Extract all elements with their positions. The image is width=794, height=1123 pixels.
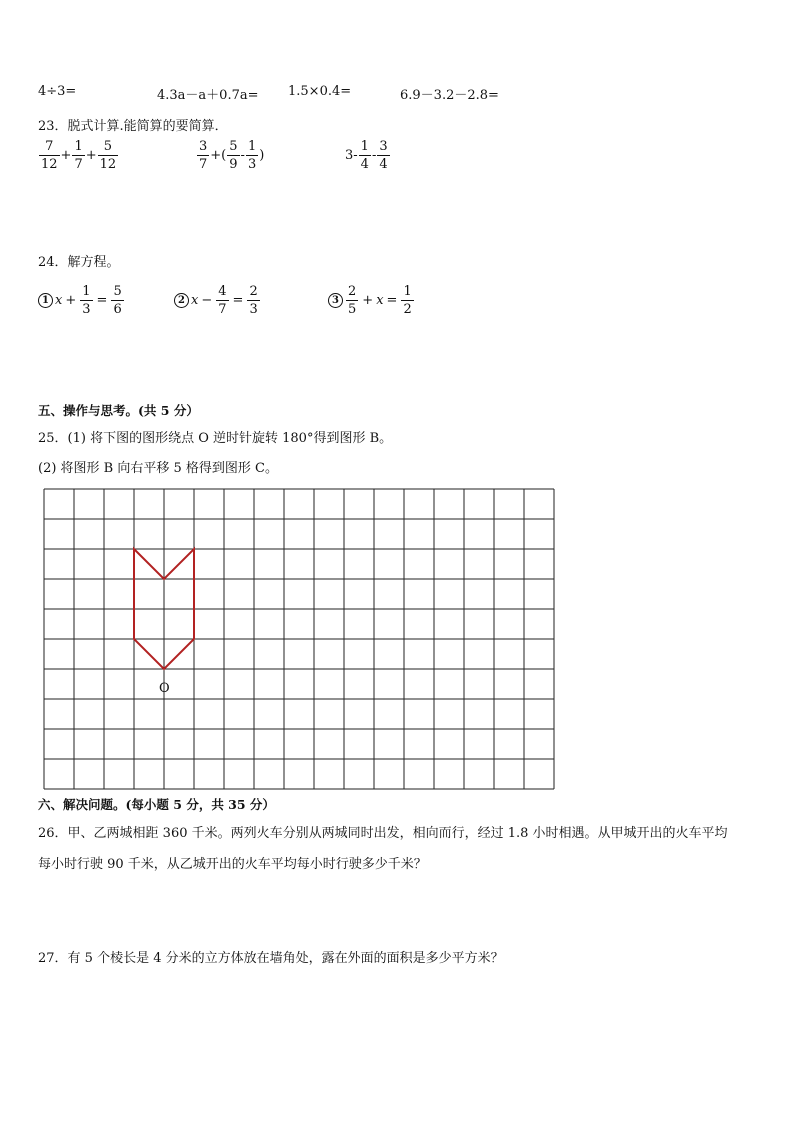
- section-5-heading: 五、操作与思考。(共 5 分）: [38, 403, 199, 418]
- fraction: $\frac{7}{12}$: [41, 139, 58, 172]
- fraction: $\frac{3}{4}$: [379, 139, 388, 172]
- fraction: $\frac{2}{5}$: [348, 284, 357, 317]
- circled-number: 1: [38, 293, 53, 308]
- section-6-heading: 六、解决问题。(每小题 5 分，共 35 分）: [38, 797, 275, 812]
- fraction: $\frac{1}{4}$: [360, 139, 369, 172]
- fraction: $\frac{5}{12}$: [99, 139, 117, 172]
- calc-item-3: 1.5×0.4=: [288, 84, 352, 99]
- q24-title: 24．解方程。: [38, 255, 120, 270]
- q23-expr-1: $\frac{7}{12}$ + $\frac{1}{7}$ + $\frac{5}{12}$: [41, 139, 117, 172]
- fraction: $\frac{1}{7}$: [74, 139, 83, 172]
- q25-line-2: (2) 将图形 B 向右平移 5 格得到图形 C。: [38, 461, 278, 476]
- calc-item-2: 4.3a－a＋0.7a=: [157, 88, 259, 103]
- circled-number: 3: [328, 293, 343, 308]
- q24-eq-3: 3 $\frac{2}{5}$ + x = $\frac{1}{2}$: [328, 285, 415, 316]
- point-o-label: O: [159, 681, 170, 696]
- grid-figure: [40, 485, 562, 793]
- fraction: $\frac{1}{3}$: [247, 139, 257, 172]
- calc-item-4: 6.9－3.2－2.8=: [400, 88, 499, 103]
- q23-expr-2: $\frac{3}{7}$ +( $\frac{5}{9}$ - $\frac{1}{3}$ ): [199, 139, 265, 172]
- calc-item-1: 4÷3=: [38, 84, 77, 99]
- fraction: $\frac{1}{3}$: [82, 284, 91, 317]
- fraction: $\frac{5}{9}$: [229, 139, 238, 172]
- fraction: $\frac{3}{7}$: [199, 139, 208, 172]
- q24-eq-2: 2 x − $\frac{4}{7}$ = $\frac{2}{3}$: [174, 285, 261, 316]
- q25-line-1: 25．(1) 将下图的图形绕点 O 逆时针旋转 180°得到图形 B。: [38, 431, 393, 446]
- q23-expr-3: 3- $\frac{1}{4}$ - $\frac{3}{4}$: [345, 139, 388, 172]
- q24-eq-1: 1 x + $\frac{1}{3}$ = $\frac{5}{6}$: [38, 285, 125, 316]
- grid-lines: [44, 489, 554, 789]
- q26-line-1: 26．甲、乙两城相距 360 千米。两列火车分别从两城同时出发，相向而行，经过 1.8 小时相遇。从甲城开出的火车平均: [38, 826, 728, 841]
- q26-line-2: 每小时行驶 90 千米，从乙城开出的火车平均每小时行驶多少千米？: [38, 857, 427, 872]
- fraction: $\frac{5}{6}$: [113, 284, 122, 317]
- fraction: $\frac{2}{3}$: [249, 284, 258, 317]
- q23-title: 23．脱式计算.能简算的要简算．: [38, 119, 228, 134]
- fraction: $\frac{4}{7}$: [218, 284, 227, 317]
- fraction: $\frac{1}{2}$: [403, 284, 412, 317]
- q27-text: 27．有 5 个棱长是 4 分米的立方体放在墙角处，露在外面的面积是多少平方米？: [38, 951, 504, 966]
- circled-number: 2: [174, 293, 189, 308]
